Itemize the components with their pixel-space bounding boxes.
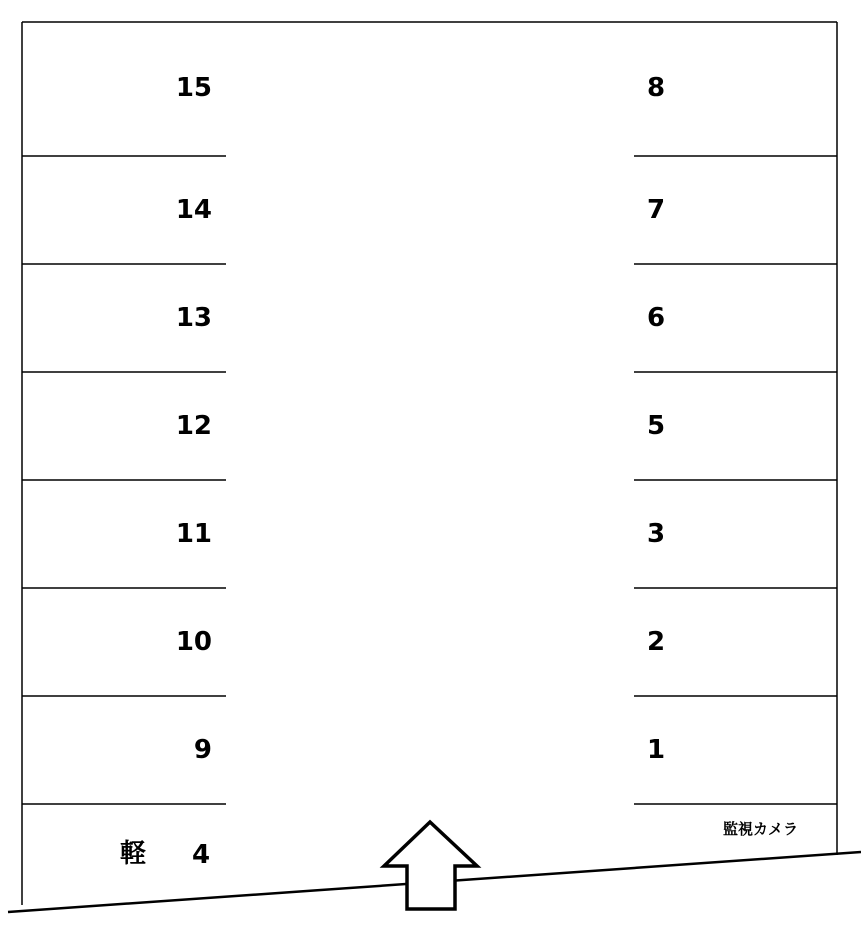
space-2-label: 2 bbox=[647, 627, 666, 657]
space-14-label: 14 bbox=[175, 195, 212, 225]
space-13-label: 13 bbox=[175, 303, 212, 333]
space-7-label: 7 bbox=[647, 195, 666, 225]
space-6-label: 6 bbox=[647, 303, 666, 333]
left-stall-dividers bbox=[22, 156, 226, 804]
up-arrow-icon bbox=[384, 822, 477, 909]
space-3-label: 3 bbox=[647, 519, 666, 549]
camera-label: 監視カメラ bbox=[723, 820, 799, 838]
space-15-label: 15 bbox=[175, 73, 212, 103]
space-5-label: 5 bbox=[647, 411, 666, 441]
space-10-label: 10 bbox=[175, 627, 212, 657]
kei-car-label: 軽 bbox=[120, 839, 147, 869]
space-11-label: 11 bbox=[175, 519, 212, 549]
space-1-label: 1 bbox=[647, 735, 666, 765]
space-8-label: 8 bbox=[647, 73, 666, 103]
space-4-label: 4 bbox=[192, 840, 211, 870]
space-9-label: 9 bbox=[193, 735, 212, 765]
right-stall-dividers bbox=[634, 156, 837, 804]
space-12-label: 12 bbox=[175, 411, 212, 441]
